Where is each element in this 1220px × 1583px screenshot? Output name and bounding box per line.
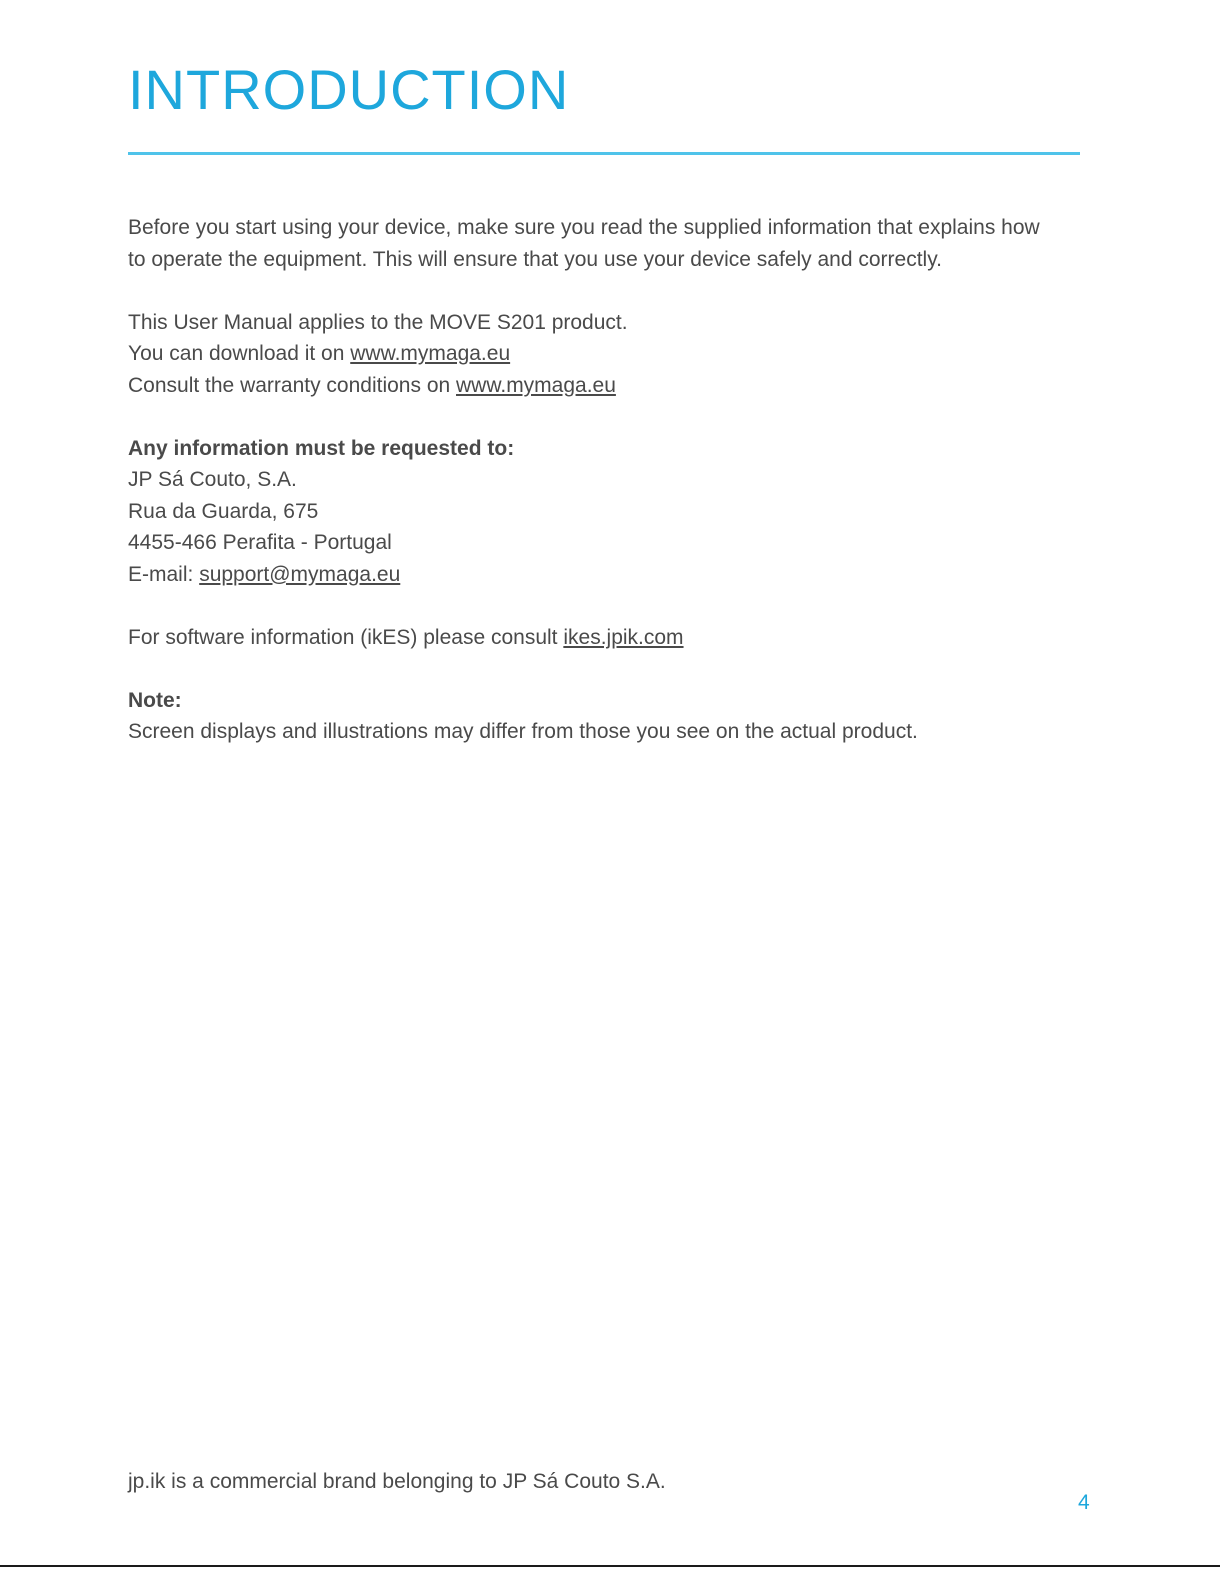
software-prefix: For software information (ikES) please consult: [128, 625, 564, 649]
note-text: Screen displays and illustrations may differ from those you see on the actual product.: [128, 720, 918, 743]
intro-line-1: Before you start using your device, make sure you read the supplied information that explains how: [128, 216, 1040, 239]
document-body: [128, 212, 1093, 779]
software-paragraph: [128, 622, 1093, 654]
page-title: INTRODUCTION: [128, 58, 570, 121]
email-link[interactable]: support@mymaga.eu: [199, 562, 401, 586]
software-link[interactable]: ikes.jpik.com: [563, 625, 684, 649]
software-line: [128, 622, 1093, 654]
page-bottom-edge: [0, 1565, 1220, 1567]
download-link[interactable]: www.mymaga.eu: [350, 342, 511, 365]
download-prefix: You can download it on: [128, 342, 351, 365]
intro-line-2: to operate the equipment. This will ensure that you use your device safely and correctly.: [128, 247, 942, 271]
manual-applies-text: This User Manual applies to the MOVE S201 product.: [128, 310, 628, 334]
email-prefix: E-mail:: [128, 562, 200, 586]
contact-paragraph: [128, 433, 1093, 591]
contact-city: 4455-466 Perafita - Portugal: [128, 531, 392, 554]
note-paragraph: [128, 685, 1093, 748]
email-line: [128, 559, 1093, 591]
download-line: [128, 338, 1093, 370]
manual-paragraph: [128, 307, 1093, 402]
contact-street: Rua da Guarda, 675: [128, 499, 319, 523]
title-divider: [128, 152, 1080, 155]
warranty-line: [128, 370, 1093, 402]
warranty-link[interactable]: www.mymaga.eu: [456, 373, 616, 397]
note-heading: Note:: [128, 688, 182, 712]
intro-paragraph: [128, 212, 1093, 275]
page-number: 4: [1078, 1491, 1090, 1514]
contact-company: JP Sá Couto, S.A.: [128, 468, 297, 491]
contact-heading: Any information must be requested to:: [128, 436, 515, 460]
warranty-prefix: Consult the warranty conditions on: [128, 373, 457, 397]
footer-brand-text: jp.ik is a commercial brand belonging to JP Sá Couto S.A.: [128, 1470, 666, 1493]
